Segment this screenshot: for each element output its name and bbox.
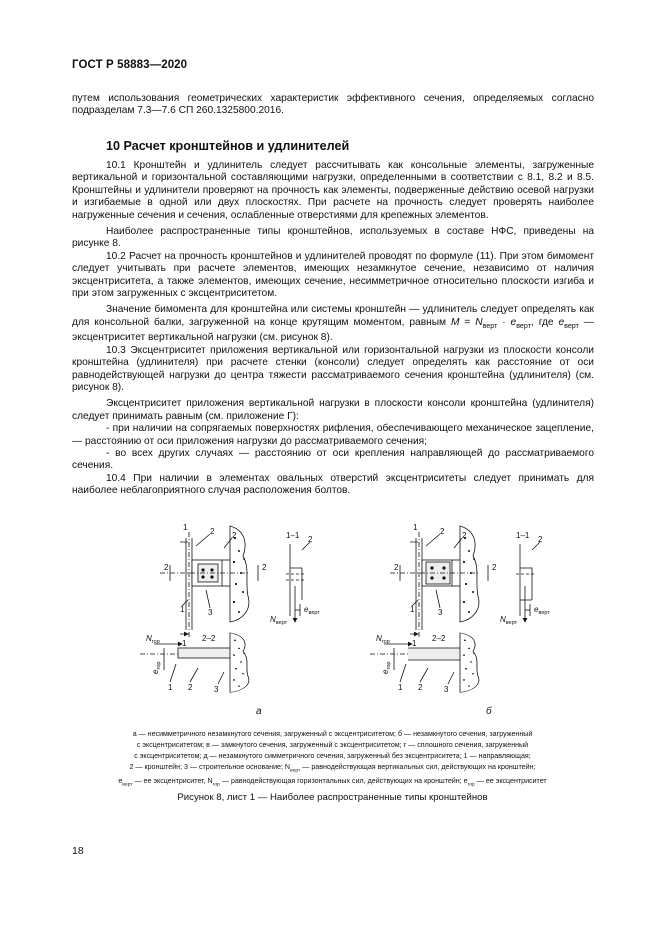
paragraph-eccentricity: Эксцентриситет приложения вертикальной нагрузки в плоскости консоли кронштейна (удлинителя) следует принимать равным (см. приложение Г): [72, 398, 594, 422]
label-rail: 1 [180, 605, 185, 614]
label-bracket: 2 [418, 683, 423, 692]
legend-line: а — несимметричного незамкнутого сечения, загруженный с эксцентриситетом; б — незамкнутого сечения, загруженный [132, 730, 533, 738]
label-section-1: 1 [182, 639, 187, 648]
label-bracket: 2 [462, 531, 467, 540]
label-base: 3 [214, 685, 219, 694]
page-number: 18 [72, 845, 84, 857]
legend-line: с эксцентриситетом; д — незамкнутого симметричного сечения, загруженный без эксцентриситета; 1 — направляющая; [134, 752, 531, 760]
legend-line: с эксцентриситетом; в — замкнутого сечения, загруженный с эксцентриситетом; г — сплошного сечения, загруженный [136, 741, 529, 749]
label-e-gor: $e_{гор}$ [151, 661, 162, 674]
label-n-gor: $N_{гор}$ [146, 634, 160, 645]
label-n-vert: $N_{верт}$ [500, 615, 518, 626]
label-section-2: 2 [394, 563, 399, 572]
document-header: ГОСТ Р 58883—2020 [72, 59, 188, 71]
label-section-1-1: 1–1 [516, 531, 530, 540]
paragraph-10-3: 10.3 Эксцентриситет приложения вертикальной или горизонтальной нагрузки из плоскости консоли кронштейна (удлинителя) при расчете стенки (консоли) следует определять как расстояние от оси равнодействующей нагрузки до центра тяжести рассматриваемого сечения кронштейна (удлинителя) (см. рисунок 8). [72, 344, 594, 393]
paragraph-types: Наиболее распространенные типы кронштейнов, используемых в составе НФС, приведены на рисунке 8. [72, 226, 594, 250]
label-e-gor: $e_{гор}$ [381, 661, 392, 674]
label-section-1-1: 1–1 [286, 531, 300, 540]
label-rail: 1 [398, 683, 403, 692]
legend-line: $e_{верт}$ — ее эксцентриситет, $N_{гор}$ — равнодействующая горизонтальных сил, действующих на кронштейн; $e_{гор}$ — ее эксцентриситет [118, 777, 547, 788]
legend-line: 2 — кронштейн; 3 — строительное основание; $N_{верт}$ — равнодействующая вертикальных сил, действующих на кронштейн; [129, 763, 536, 774]
label-n-gor: $N_{гор}$ [376, 634, 390, 645]
variant-label-a: а [256, 706, 262, 717]
label-bracket: 2 [440, 527, 445, 536]
section-body [72, 160, 594, 498]
label-base: 3 [208, 608, 213, 617]
label-section-1: 1 [183, 523, 188, 532]
label-base: 3 [438, 608, 443, 617]
bracket-drawings [140, 520, 600, 720]
label-bracket: 2 [188, 683, 193, 692]
bracket-variant-b [370, 526, 540, 692]
figure-legend [60, 729, 605, 791]
bullet-item: - при наличии на сопрягаемых поверхностях рифления, обеспечивающего механическое зацепление, — расстоянию от оси приложения нагрузки до рассматриваемого сечения; [72, 423, 594, 447]
label-bracket: 2 [232, 531, 237, 540]
paragraph-bimoment: Значение бимомента для кронштейна или системы кронштейн — удлинитель следует определять как для консольной балки, загруженной на конце крутящим моментом, равным $M = N_{верт} \cdot e_{верт}$, где $e_{верт}$ — эксцентриситет вертикальной нагрузки (см. рисунок 8). [72, 304, 594, 344]
paragraph-10-4: 10.4 При наличии в элементах овальных отверстий эксцентриситеты следует принимать для наиболее неблагоприятного случая расположения болтов. [72, 472, 594, 497]
label-e-vert: $e_{верт}$ [534, 605, 550, 616]
label-n-vert: $N_{верт}$ [270, 615, 288, 626]
bracket-variant-a [140, 526, 310, 692]
label-e-vert: $e_{верт}$ [304, 605, 320, 616]
figure-8-brackets [140, 520, 600, 720]
label-rail: 1 [410, 605, 415, 614]
paragraph-10-2: 10.2 Расчет на прочность кронштейнов и удлинителей проводят по формуле (11). При этом бимомент следует учитывать при расчете элементов, имеющих незамкнутое сечение, независимо от наличия эксцентриситета, а также элементов, имеющих сечение, несимметричное относительно плоскости изгиба и при этом загруженных с эксцентриситетом. [72, 250, 594, 300]
label-bracket: 2 [538, 535, 543, 544]
label-section-2-2: 2–2 [432, 634, 446, 643]
label-section-1: 1 [412, 639, 417, 648]
figure-caption: Рисунок 8, лист 1 — Наиболее распространенные типы кронштейнов [177, 792, 488, 803]
label-section-1: 1 [413, 523, 418, 532]
label-section-2: 2 [492, 563, 497, 572]
label-bracket: 2 [210, 527, 215, 536]
label-base: 3 [444, 685, 449, 694]
label-bracket: 2 [308, 535, 313, 544]
variant-label-b: б [486, 706, 492, 717]
intro-paragraph [72, 93, 594, 118]
section-title: 10 Расчет кронштейнов и удлинителей [106, 139, 350, 153]
paragraph-10-1: 10.1 Кронштейн и удлинитель следует рассчитывать как консольные элементы, загруженные вертикальной и горизонтальной составляющими нагрузки, определенными в соответствии с 8.1, 8.2 и 8.5. Кронштейны и удлинители проверяют на прочность как элементы, подверженные действию осевой нагрузки и изгибаемые в одной или двух плоскостях. При расчете на прочность следует проверять наиболее нагруженные сечения и сечения, ослабленные отверстиями для крепежных элементов. [72, 160, 594, 221]
bullet-item: - во всех других случаях — расстоянию от оси крепления направляющей до рассматриваемого сечения. [72, 447, 594, 472]
label-section-2: 2 [164, 563, 169, 572]
intro-text: путем использования геометрических характеристик эффективного сечения, определяемых согласно подразделам 7.3—7.6 СП 260.1325800.2016. [72, 93, 594, 117]
label-section-2-2: 2–2 [202, 634, 216, 643]
label-section-2: 2 [262, 563, 267, 572]
label-rail: 1 [168, 683, 173, 692]
